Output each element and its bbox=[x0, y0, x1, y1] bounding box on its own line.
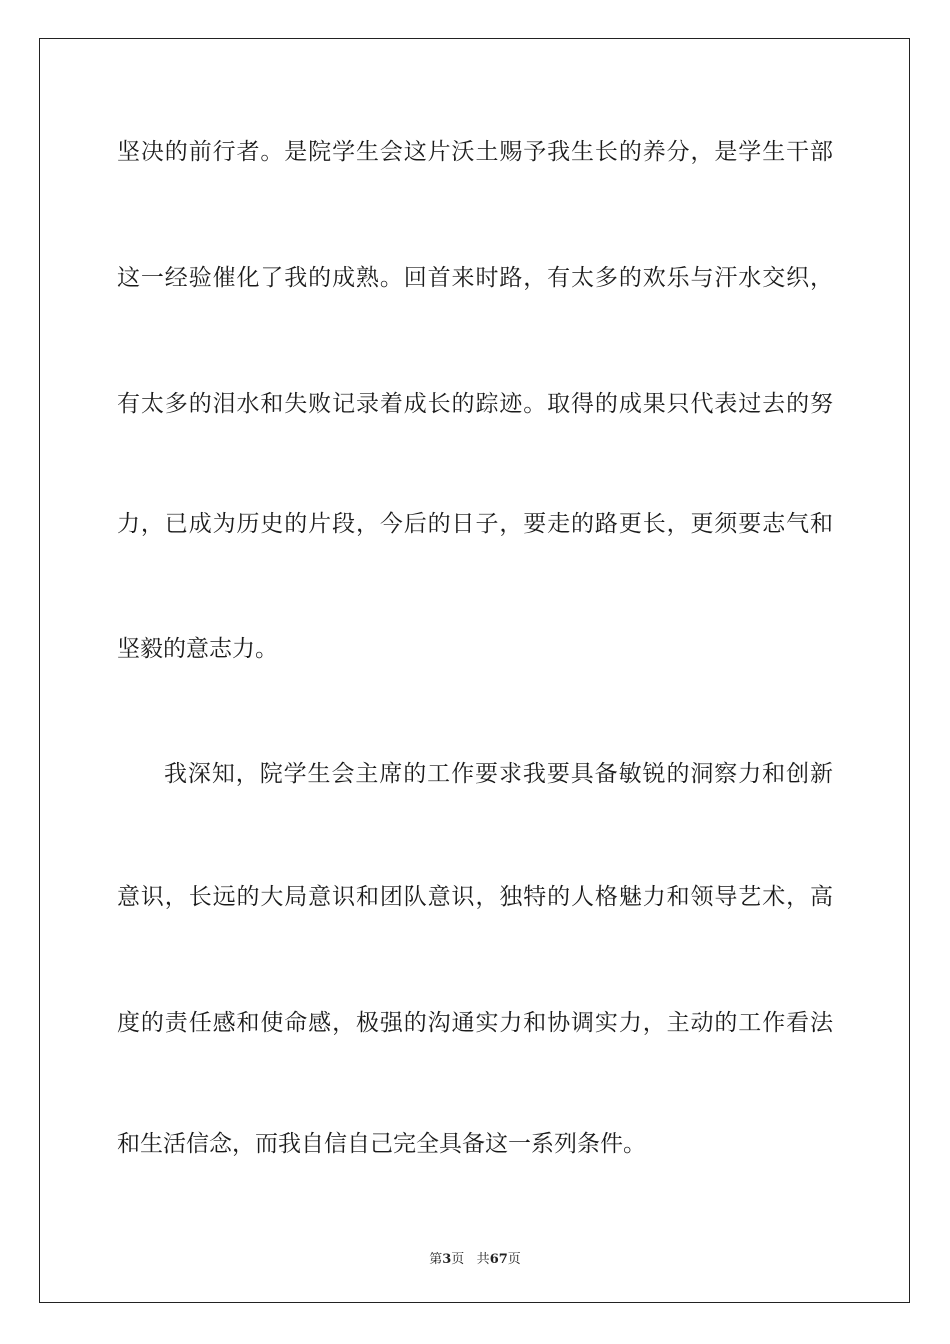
footer-total-suffix: 页 bbox=[507, 1252, 521, 1267]
footer-total-prefix: 共 bbox=[476, 1252, 490, 1267]
footer-page-suffix: 页 bbox=[451, 1252, 465, 1267]
text-line: 力，已成为历史的片段，今后的日子，要走的路更长，更须要志气和 bbox=[117, 511, 833, 537]
page-border bbox=[39, 38, 910, 1303]
footer-page-prefix: 第 bbox=[429, 1252, 443, 1267]
page-footer bbox=[0, 1248, 950, 1267]
text-line: 我深知，院学生会主席的工作要求我要具备敏锐的洞察力和创新 bbox=[164, 761, 833, 787]
text-line: 意识，长远的大局意识和团队意识，独特的人格魅力和领导艺术，高 bbox=[117, 884, 833, 910]
footer-total-pages: 67 bbox=[489, 1252, 508, 1267]
footer-page-number: 3 bbox=[442, 1252, 452, 1267]
text-line: 和生活信念，而我自信自己完全具备这一系列条件。 bbox=[117, 1131, 646, 1157]
text-line: 坚毅的意志力。 bbox=[117, 636, 278, 662]
text-line: 度的责任感和使命感，极强的沟通实力和协调实力，主动的工作看法 bbox=[117, 1010, 833, 1036]
text-line: 有太多的泪水和失败记录着成长的踪迹。取得的成果只代表过去的努 bbox=[117, 391, 833, 417]
text-line: 坚决的前行者。是院学生会这片沃土赐予我生长的养分，是学生干部 bbox=[117, 139, 833, 165]
text-line: 这一经验催化了我的成熟。回首来时路，有太多的欢乐与汗水交织， bbox=[117, 265, 833, 291]
